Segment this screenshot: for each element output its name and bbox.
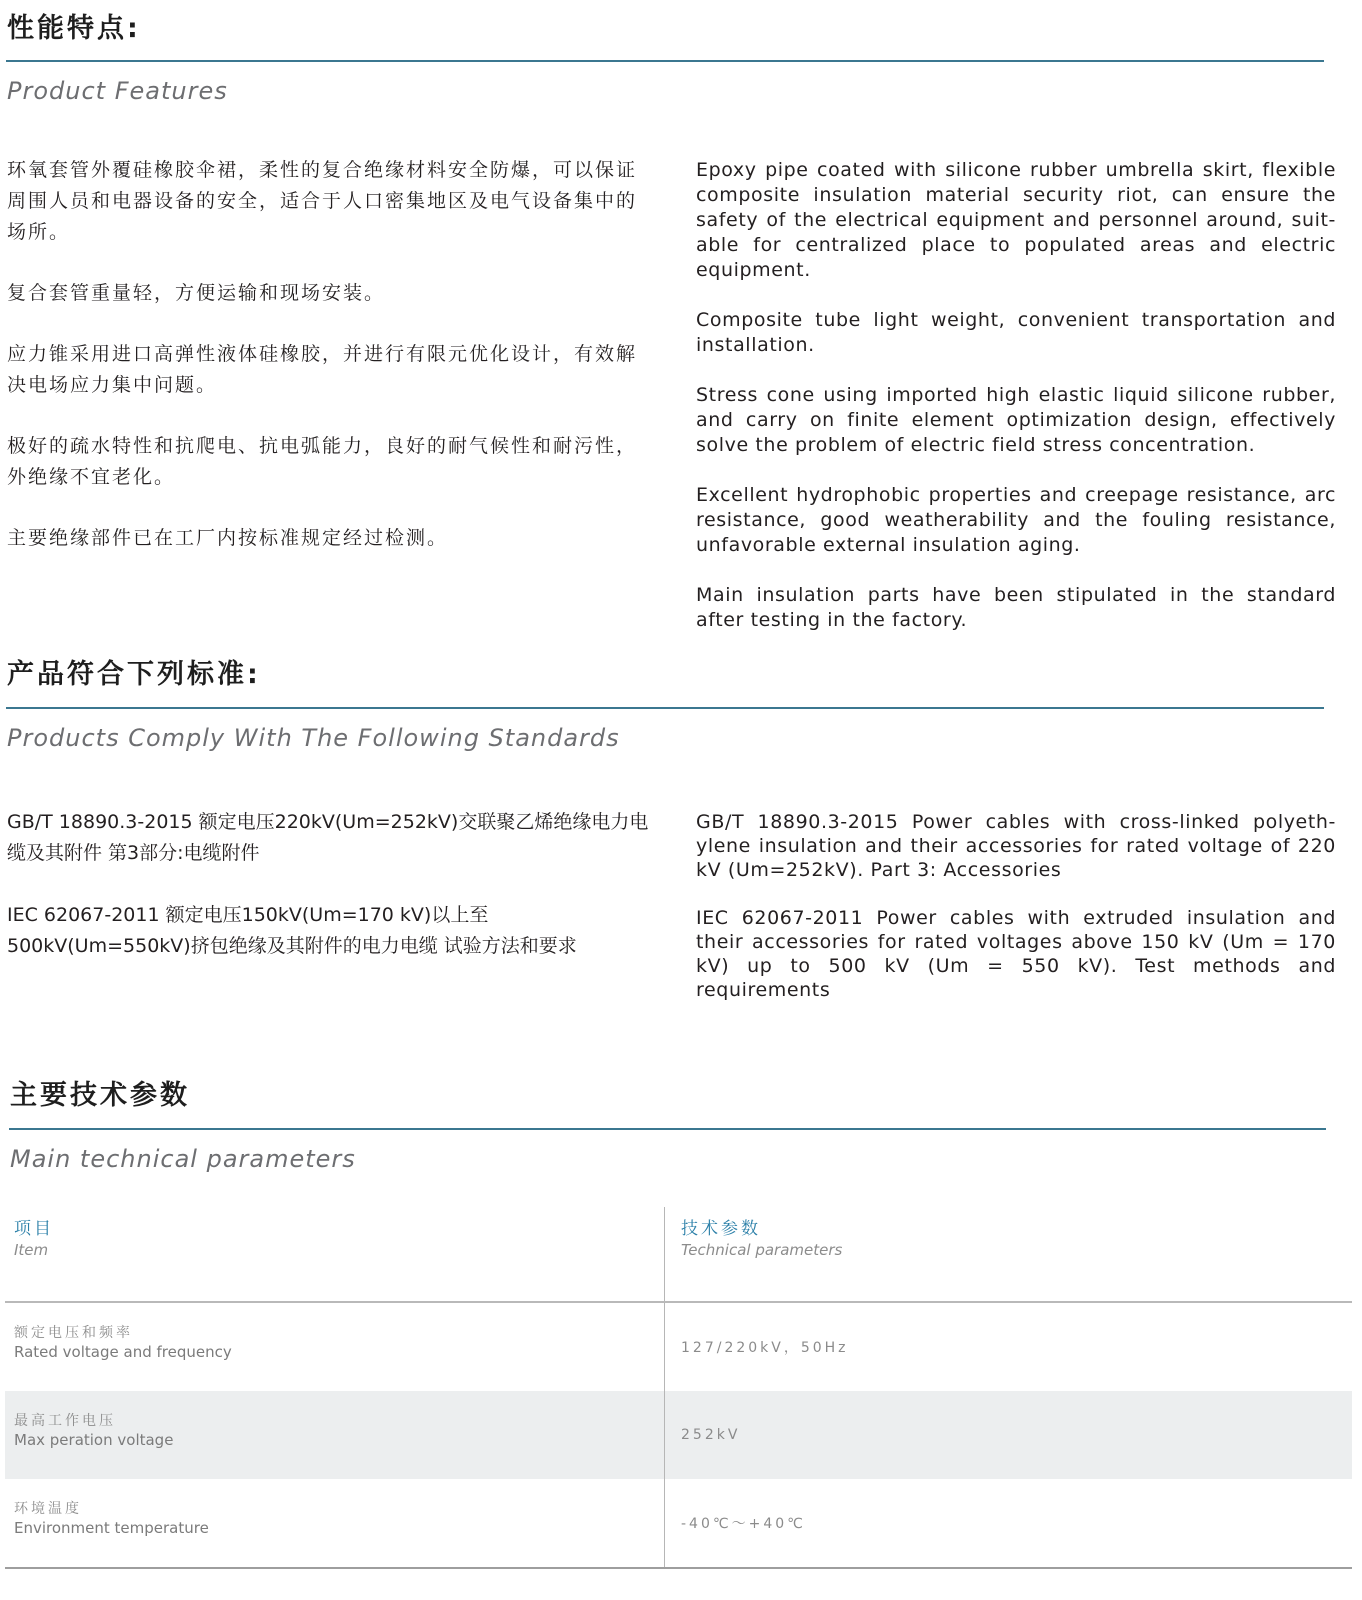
- row-label-cell: [5, 1303, 664, 1391]
- standard-zh-item: GB/T 18890.3-2015 额定电压220kV(Um=252kV)交联聚乙烯绝缘电力电缆及其附件 第3部分:电缆附件: [7, 811, 649, 864]
- standards-title: 产品符合下列标准:: [7, 659, 261, 690]
- feature-en-item: Epoxy pipe coated with silicone rubber umbrella skirt, flexible composite insulation material security riot, can ensure the safety of the electrical equipment and personnel around, suit-able for centralized place to populated areas and electric equipment.: [696, 159, 1336, 281]
- feature-zh-item: 极好的疏水特性和抗爬电、抗电弧能力，良好的耐气候性和耐污性，外绝缘不宜老化。: [7, 435, 638, 488]
- features-zh-list: [7, 155, 647, 584]
- standards-en-list: [696, 810, 1336, 1026]
- standards-subtitle: Products Comply With The Following Standards: [7, 724, 620, 752]
- feature-en-item: Stress cone using imported high elastic liquid silicone rubber, and carry on finite element optimization design, effectively solve the problem of electric field stress concentration.: [696, 384, 1336, 456]
- table-row: [5, 1479, 1352, 1567]
- header-value-zh: 技术参数: [681, 1219, 761, 1239]
- table-row: [5, 1303, 1352, 1391]
- table-bottom-border: [5, 1567, 1352, 1569]
- row-label-cell: [5, 1391, 664, 1479]
- params-title: 主要技术参数: [10, 1080, 190, 1111]
- row-value-cell: [664, 1479, 1352, 1567]
- features-subtitle: Product Features: [7, 77, 228, 105]
- row-value: 127/220kV，50Hz: [681, 1340, 849, 1356]
- feature-en-item: Composite tube light weight, convenient transportation and installation.: [696, 309, 1336, 356]
- features-title: 性能特点:: [7, 13, 141, 44]
- header-value-en: Technical parameters: [681, 1241, 843, 1259]
- table-row: [5, 1391, 1352, 1479]
- features-divider: [6, 60, 1324, 62]
- row-label-en: Environment temperature: [14, 1519, 209, 1537]
- params-subtitle: Main technical parameters: [10, 1145, 356, 1173]
- features-en-list: [696, 158, 1336, 658]
- feature-zh-item: 复合套管重量轻，方便运输和现场安装。: [7, 282, 386, 304]
- params-table: [5, 1207, 1352, 1569]
- row-value: 252kV: [681, 1427, 741, 1443]
- standards-divider: [6, 707, 1324, 709]
- feature-zh-item: 主要绝缘部件已在工厂内按标准规定经过检测。: [7, 527, 449, 549]
- feature-en-item: Excellent hydrophobic properties and creepage resistance, arc resistance, good weatherability and the fouling resistance, unfavorable external insulation aging.: [696, 484, 1336, 556]
- feature-zh-item: 环氧套管外覆硅橡胶伞裙，柔性的复合绝缘材料安全防爆，可以保证周围人员和电器设备的安全，适合于人口密集地区及电气设备集中的场所。: [7, 159, 638, 243]
- header-value-cell: [664, 1207, 1352, 1301]
- standard-en-item: IEC 62067-2011 Power cables with extruded insulation and their accessories for rated voltages above 150 kV (Um = 170 kV) up to 500 kV (Um = 550 kV). Test methods and requirements: [696, 907, 1336, 1001]
- standard-zh-item: IEC 62067-2011 额定电压150kV(Um=170 kV)以上至500kV(Um=550kV)挤包绝缘及其附件的电力电缆 试验方法和要求: [7, 904, 577, 957]
- row-label-zh: 额定电压和频率: [14, 1325, 133, 1341]
- row-value: -40℃～+40℃: [681, 1516, 806, 1532]
- row-label-zh: 最高工作电压: [14, 1413, 116, 1429]
- standard-en-item: GB/T 18890.3-2015 Power cables with cross-linked polyeth-ylene insulation and their accessories for rated voltage of 220 kV (Um=252kV). Part 3: Accessories: [696, 811, 1336, 881]
- params-divider: [9, 1128, 1326, 1130]
- row-label-en: Max peration voltage: [14, 1431, 174, 1449]
- row-value-cell: [664, 1303, 1352, 1391]
- row-label-zh: 环境温度: [14, 1501, 82, 1517]
- standards-zh-list: [7, 807, 657, 993]
- header-item-zh: 项目: [14, 1219, 54, 1239]
- row-label-cell: [5, 1479, 664, 1567]
- table-header: [5, 1207, 1352, 1303]
- row-value-cell: [664, 1391, 1352, 1479]
- feature-en-item: Main insulation parts have been stipulated in the standard after testing in the factory.: [696, 584, 1336, 631]
- header-item-en: Item: [14, 1241, 49, 1259]
- feature-zh-item: 应力锥采用进口高弹性液体硅橡胶，并进行有限元优化设计，有效解决电场应力集中问题。: [7, 343, 638, 396]
- header-item-cell: [5, 1207, 664, 1301]
- row-label-en: Rated voltage and frequency: [14, 1343, 232, 1361]
